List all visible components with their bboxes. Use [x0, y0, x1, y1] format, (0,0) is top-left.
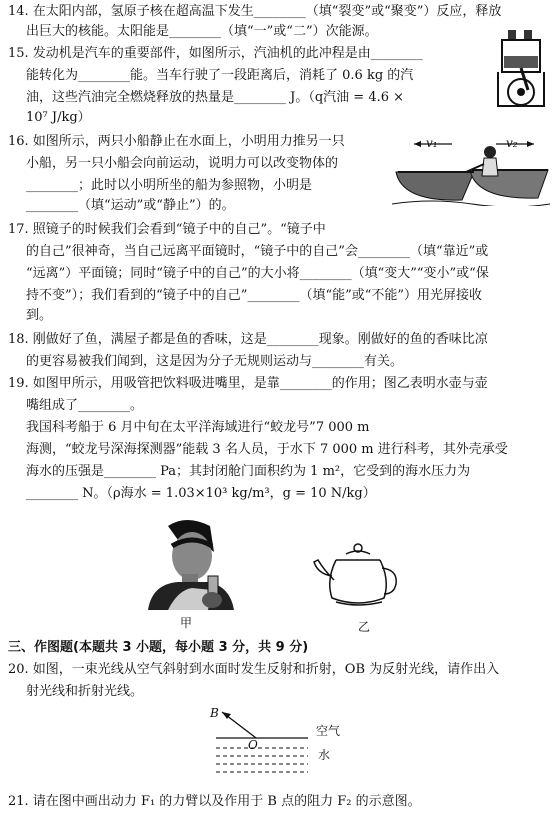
q17-line2: 的自己”很神奇，当自己远离平面镜时，“镜子中的自己”会________（填“靠近”或	[26, 244, 489, 259]
q19-line1: 19. 如图甲所示，用吸管把饮料吸进嘴里，是靠________的作用；图乙表明水壶与壶	[8, 376, 488, 391]
q16-line3: ________；此时以小明所坐的船为参照物，小明是	[26, 178, 313, 193]
engine-diagram	[494, 26, 550, 110]
q20-line2: 射光线和折射光线。	[26, 684, 144, 699]
q14-line1: 14. 在太阳内部，氢原子核在超高温下发生________（填“裂变”或“聚变”）反应，释放	[8, 4, 502, 19]
teapot-figure	[312, 540, 402, 606]
q19-line3: 我国科考船于 6 月中旬在太平洋海域进行“蛟龙号”7 000 m	[26, 420, 370, 435]
label-b: B	[210, 706, 219, 720]
q16-line2: 小船，另一只小船会向前运动，说明力可以改变物体的	[26, 156, 339, 171]
v1-label: v₁	[426, 136, 438, 150]
q19-line5: 海水的压强是________ Pa；其封闭舱门面积约为 1 m²，它受到的海水压力为	[26, 464, 471, 479]
q16-line4: ________（填“运动”或“静止”）的。	[26, 198, 235, 213]
q21-line1: 21. 请在图中画出动力 F₁ 的力臂以及作用于 B 点的阻力 F₂ 的示意图。	[8, 794, 421, 809]
q19-line2: 嘴组成了________。	[26, 398, 144, 413]
q17-line1: 17. 照镜子的时候我们会看到“镜子中的自己”。“镜子中	[8, 222, 326, 237]
caption-jia: 甲	[180, 616, 193, 630]
q18-line2: 的更容易被我们闻到，这是因为分子无规则运动与________有关。	[26, 354, 404, 369]
q15-line2: 能转化为________能。当车行驶了一段距离后，消耗了 0.6 kg 的汽	[26, 68, 414, 83]
boy-drinking-photo	[138, 516, 238, 610]
q17-line4: 持不变”）；我们看到的“镜子中的自己”________（填“能”或“不能”）用光屏接收	[26, 288, 483, 303]
q17-line3: “远离”）平面镜；同时“镜子中的自己”的大小将________（填“变大”“变小”或“保	[26, 266, 489, 281]
q15-line1: 15. 发动机是汽车的重要部件，如图所示，汽油机的此冲程是由________	[8, 46, 423, 61]
q16-line1: 16. 如图所示，两只小船静止在水面上，小明用力推另一只	[8, 134, 345, 149]
q15-line4: 10⁷ J/kg）	[26, 110, 91, 125]
label-o: O	[248, 738, 258, 752]
label-water: 水	[318, 748, 331, 762]
caption-yi: 乙	[358, 620, 371, 634]
q20-line1: 20. 如图，一束光线从空气斜射到水面时发生反射和折射，OB 为反射光线，请作出入	[8, 662, 500, 677]
boats-figure	[392, 126, 550, 206]
q19-line4: 海测，“蛟龙号深海探测器”能载 3 名人员，于水下 7 000 m 进行科考，其外壳承受	[26, 442, 508, 457]
refraction-diagram	[216, 704, 312, 776]
q15-line3: 油，这些汽油完全燃烧释放的热量是________ J。（q汽油 = 4.6 ×	[26, 90, 405, 105]
label-air: 空气	[316, 724, 341, 738]
q17-line5: 到。	[26, 308, 53, 323]
q18-line1: 18. 刚做好了鱼，满屋子都是鱼的香味，这是________现象。刚做好的鱼的香味比凉	[8, 332, 488, 347]
q19-line6: ________ N。（ρ海水 = 1.03×10³ kg/m³，g = 10 N/kg）	[26, 486, 376, 501]
q14-line2: 出巨大的核能。太阳能是________（填“一”或“二”）次能源。	[26, 24, 378, 39]
v2-label: v₂	[506, 136, 518, 150]
section-three-heading: 三、作图题(本题共 3 小题，每小题 3 分，共 9 分)	[8, 640, 309, 655]
